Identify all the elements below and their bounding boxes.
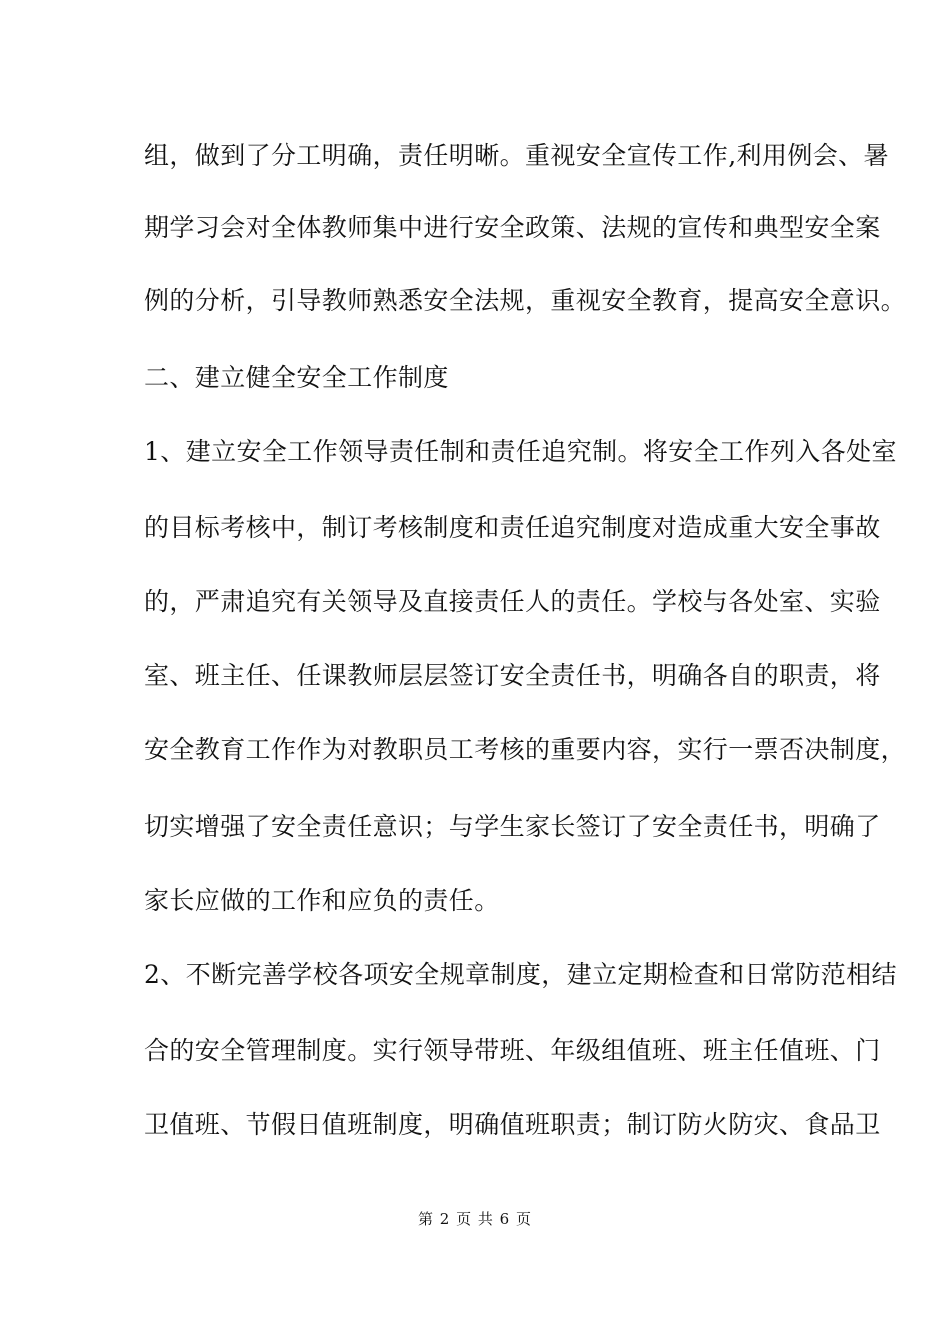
- text-line: 安全教育工作作为对教职员工考核的重要内容，实行一票否决制度，: [144, 735, 907, 764]
- text-line: 1、建立安全工作领导责任制和责任追究制。将安全工作列入各处室: [144, 437, 897, 466]
- text-line: 例的分析，引导教师熟悉安全法规，重视安全教育，提高安全意识。: [144, 286, 907, 315]
- text-line: 组，做到了分工明确，责任明晰。重视安全宣传工作,利用例会、暑: [144, 141, 889, 170]
- text-line: 2、不断完善学校各项安全规章制度，建立定期检查和日常防范相结: [144, 960, 897, 989]
- text-line: 合的安全管理制度。实行领导带班、年级组值班、班主任值班、门: [144, 1036, 881, 1065]
- text-line: 的目标考核中，制订考核制度和责任追究制度对造成重大安全事故: [144, 513, 881, 542]
- text-line: 期学习会对全体教师集中进行安全政策、法规的宣传和典型安全案: [144, 213, 881, 242]
- text-line: 室、班主任、任课教师层层签订安全责任书，明确各自的职责，将: [144, 661, 881, 690]
- text-line: 的，严肃追究有关领导及直接责任人的责任。学校与各处室、实验: [144, 587, 881, 616]
- text-line: 切实增强了安全责任意识；与学生家长签订了安全责任书，明确了: [144, 812, 881, 841]
- page-number-footer: 第 2 页 共 6 页: [418, 1210, 532, 1228]
- section-heading: 二、建立健全安全工作制度: [144, 363, 449, 392]
- text-line: 家长应做的工作和应负的责任。: [144, 886, 500, 915]
- text-line: 卫值班、节假日值班制度，明确值班职责；制订防火防灾、食品卫: [144, 1110, 881, 1139]
